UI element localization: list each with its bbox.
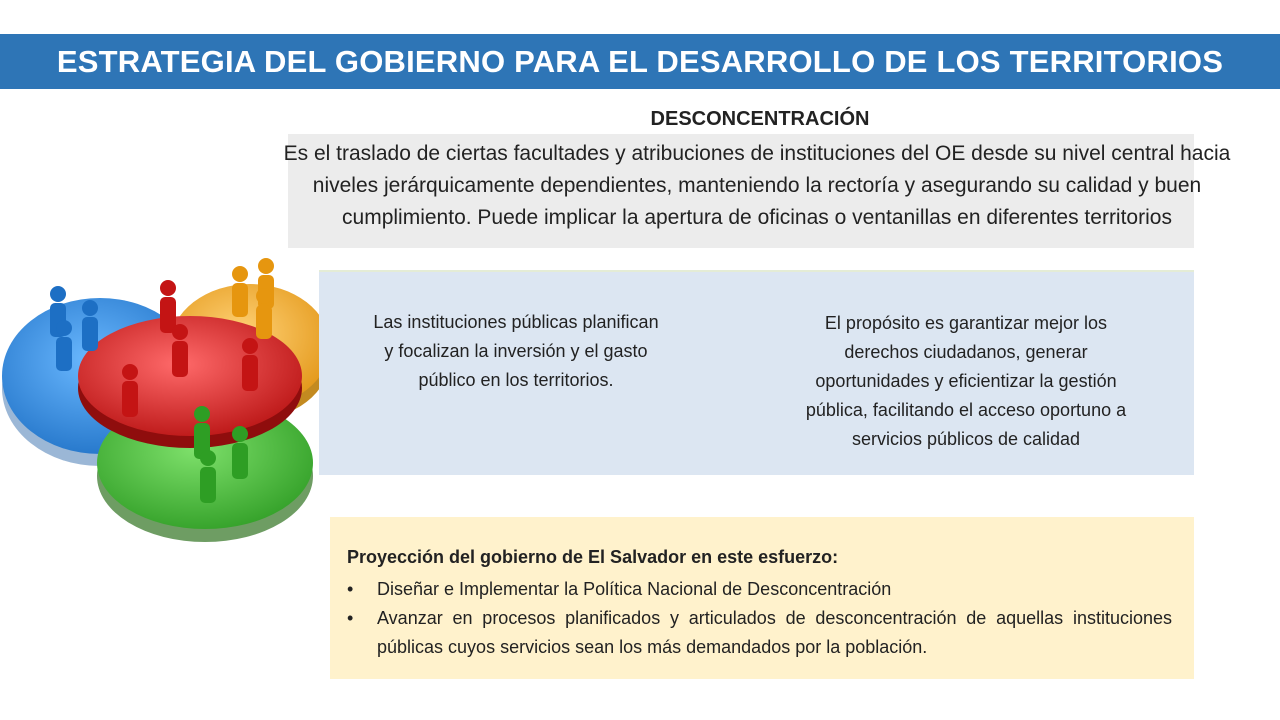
list-item-text: Avanzar en procesos planificados y articulados de desconcentración de aquellas instituciones públicas cuyos servicios sean los más demandados por la población. [377,608,1172,657]
people-groups-pie-icon [0,248,330,548]
list-item [347,575,1172,604]
projection-list [347,575,1172,662]
bullet-marker: • [347,608,354,628]
list-item [347,604,1172,662]
list-item-text: Diseñar e Implementar la Política Nacional de Desconcentración [377,579,892,599]
info-left-text: Las instituciones públicas planifican y focalizan la inversión y el gasto público en los territorios. [373,312,659,390]
info-right-text: El propósito es garantizar mejor los derechos ciudadanos, generar oportunidades y eficientizar la gestión pública, facilitando el acceso oportuno a servicios públicos de calidad [805,313,1127,449]
projection-title: Proyección del gobierno de El Salvador en este esfuerzo: [347,547,839,567]
definition-text: Es el traslado de ciertas facultades y atribuciones de instituciones del OE desde su nivel central hacia niveles jerárquicamente dependientes, manteniendo la rectoría y asegurando su calidad y buen cumplimiento. Puede implicar la apertura de oficinas o ventanillas en diferentes territorios [283,142,1231,229]
bullet-marker: • [347,579,354,599]
definition-heading: DESCONCENTRACIÓN [650,108,870,130]
title-banner [0,34,1280,89]
page-title: ESTRATEGIA DEL GOBIERNO PARA EL DESARROLLO DE LOS TERRITORIOS [56,44,1224,79]
